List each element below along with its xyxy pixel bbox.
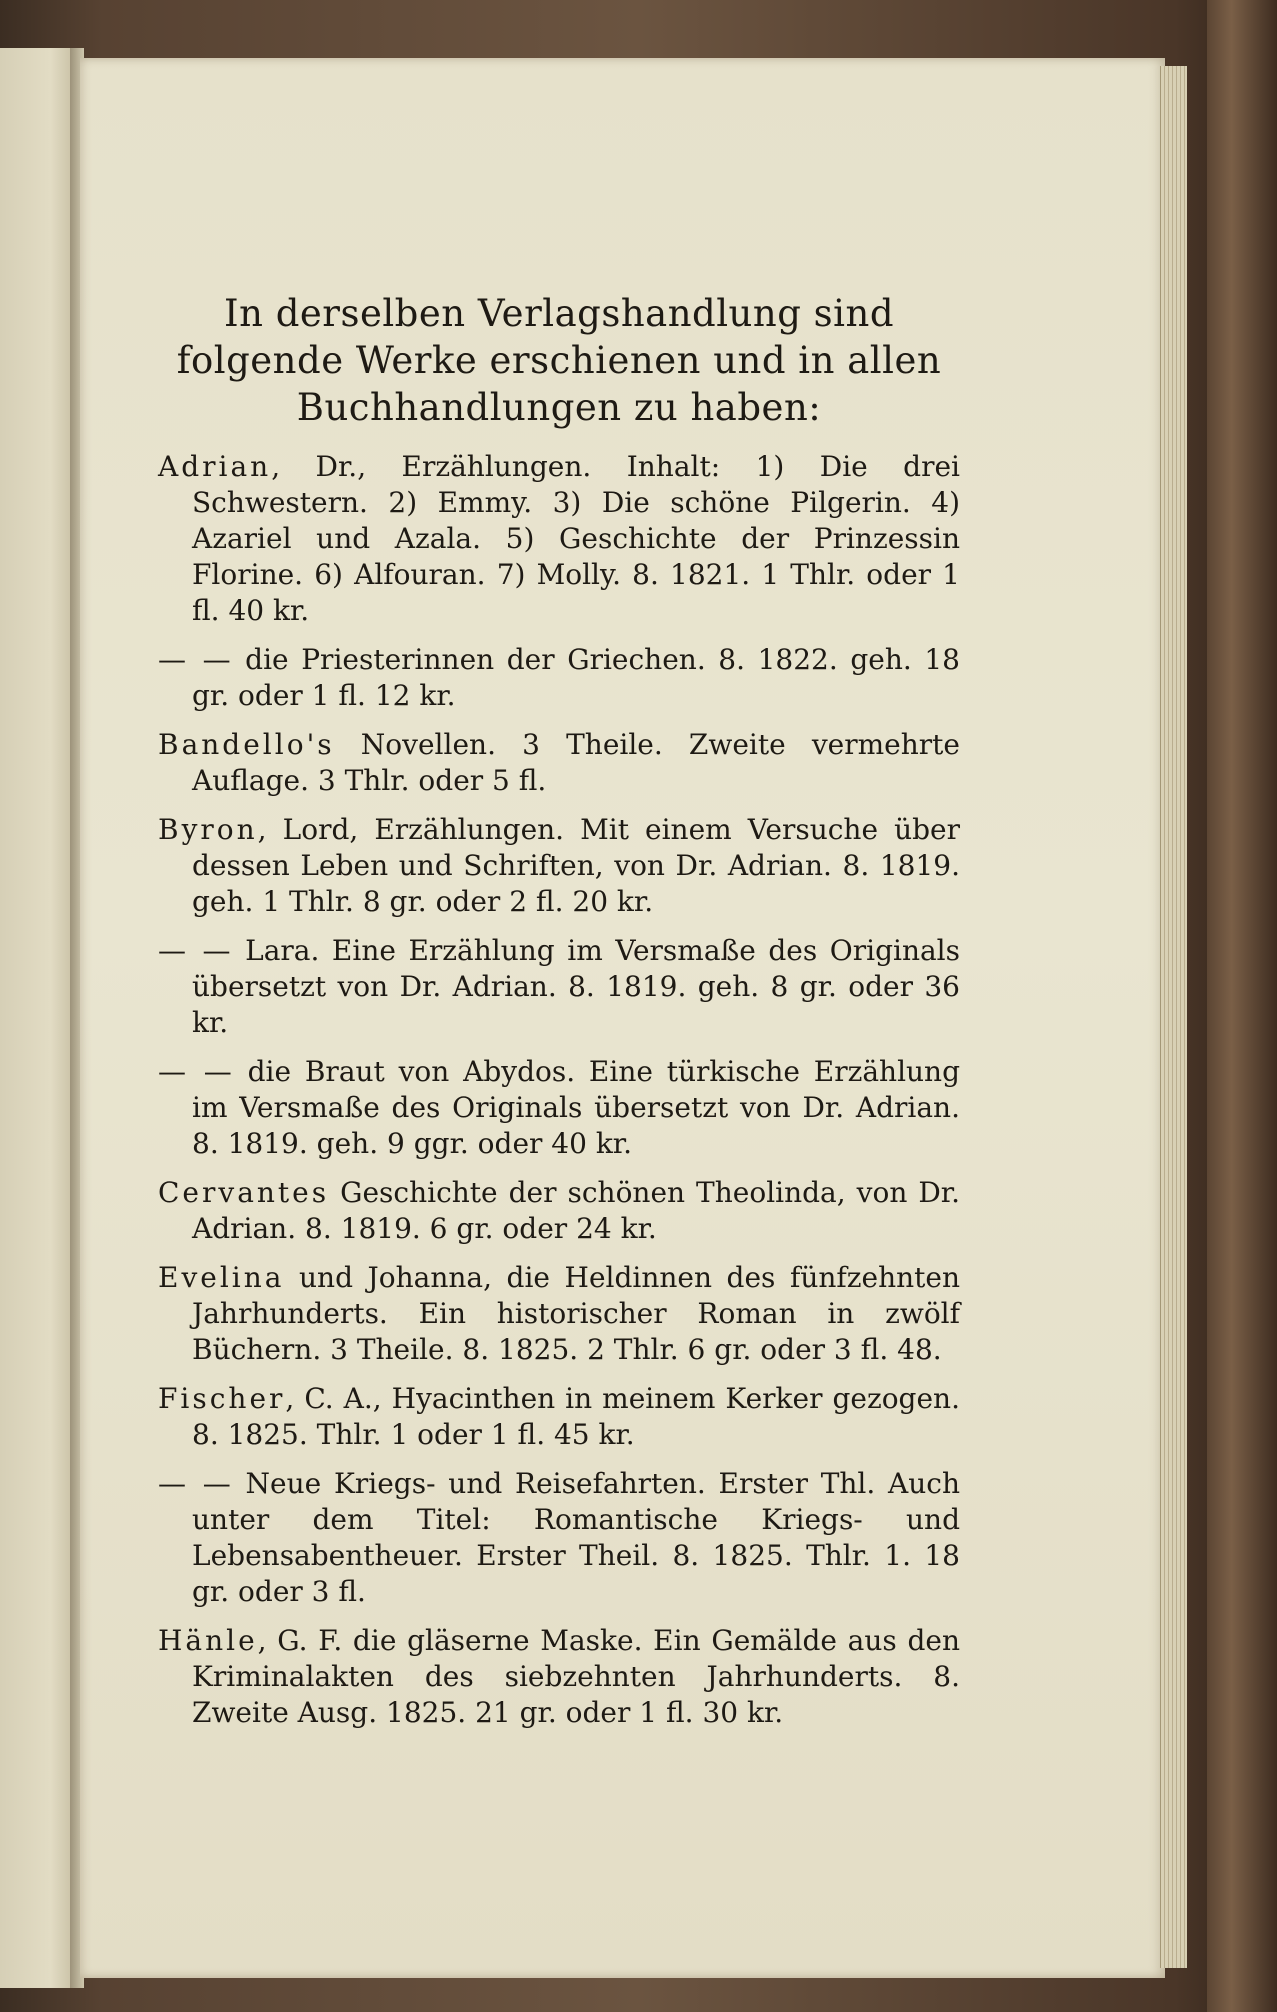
entry-lead: — — bbox=[158, 934, 233, 967]
catalog-entry bbox=[158, 727, 960, 799]
cover-edge bbox=[1207, 0, 1277, 2012]
entry-lead: — — bbox=[158, 643, 233, 676]
entry-lead: Adrian bbox=[158, 450, 272, 483]
entry-lead: — — bbox=[158, 1467, 233, 1500]
entry-text: Geschichte der schönen Theolinda, von Dr. Adrian. 8. 1819. 6 gr. oder 24 kr. bbox=[192, 1176, 960, 1245]
entry-lead: — — bbox=[158, 1055, 234, 1088]
entry-text: Neue Kriegs- und Reisefahrten. Erster Thl. Auch unter dem Titel: Romantische Kriegs- und Lebensabentheuer. Erster Theil. 8. 1825. Thlr. 1. 18 gr. oder 3 fl. bbox=[192, 1467, 960, 1608]
catalog-entry bbox=[158, 1260, 960, 1368]
entry-text: , Dr., Erzählungen. Inhalt: 1) Die drei Schwestern. 2) Emmy. 3) Die schöne Pilgerin. 4) Azariel und Azala. 5) Geschichte der Prinzessin Florine. 6) Alfouran. 7) Molly. 8. 1821. 1 Thlr. oder 1 fl. 40 kr. bbox=[192, 450, 960, 627]
page-heading: In derselben Verlagshandlung sind folgende Werke erschienen und in allen Buchhandlungen zu haben: bbox=[176, 292, 942, 429]
entry-lead: Bandello's bbox=[158, 728, 335, 761]
catalog-entry bbox=[158, 1175, 960, 1247]
entry-lead: Fischer bbox=[158, 1382, 286, 1415]
entry-text: , C. A., Hyacinthen in meinem Kerker gezogen. 8. 1825. Thlr. 1 oder 1 fl. 45 kr. bbox=[192, 1382, 960, 1451]
entry-text: die Braut von Abydos. Eine türkische Erzählung im Versmaße des Originals übersetzt von Dr. Adrian. 8. 1819. geh. 9 ggr. oder 40 kr. bbox=[192, 1055, 961, 1160]
entry-text: , Lord, Erzählungen. Mit einem Versuche über dessen Leben und Schriften, von Dr. Adrian. 8. 1819. geh. 1 Thlr. 8 gr. oder 2 fl. 20 kr. bbox=[192, 813, 960, 918]
entry-text: Novellen. 3 Theile. Zweite vermehrte Auflage. 3 Thlr. oder 5 fl. bbox=[192, 728, 960, 797]
catalog-entry bbox=[158, 1054, 960, 1162]
entry-lead: Evelina bbox=[158, 1261, 285, 1294]
entry-lead: Byron bbox=[158, 813, 258, 846]
left-page-edge bbox=[0, 48, 74, 1988]
catalog-entry bbox=[158, 933, 960, 1041]
catalog-entry bbox=[158, 812, 960, 920]
entry-text: die Priesterinnen der Griechen. 8. 1822. geh. 18 gr. oder 1 fl. 12 kr. bbox=[192, 643, 960, 712]
catalog-entry bbox=[158, 642, 960, 714]
catalog-entry bbox=[158, 1466, 960, 1610]
page-content bbox=[158, 290, 960, 1744]
entry-lead: Cervantes bbox=[158, 1176, 330, 1209]
catalog-entry bbox=[158, 449, 960, 629]
entry-lead: Hänle bbox=[158, 1624, 258, 1657]
catalog-entries bbox=[158, 449, 960, 1731]
catalog-entry bbox=[158, 1623, 960, 1731]
entry-text: , G. F. die gläserne Maske. Ein Gemälde aus den Kriminalakten des siebzehnten Jahrhunderts. 8. Zweite Ausg. 1825. 21 gr. oder 1 fl. 30 kr. bbox=[192, 1624, 960, 1729]
page-fore-edge bbox=[1160, 66, 1187, 1968]
catalog-entry bbox=[158, 1381, 960, 1453]
entry-text: Lara. Eine Erzählung im Versmaße des Originals übersetzt von Dr. Adrian. 8. 1819. geh. 8 gr. oder 36 kr. bbox=[192, 934, 961, 1039]
entry-text: und Johanna, die Heldinnen des fünfzehnten Jahrhunderts. Ein historischer Roman in zwölf Büchern. 3 Theile. 8. 1825. 2 Thlr. 6 gr. oder 3 fl. 48. bbox=[192, 1261, 960, 1366]
